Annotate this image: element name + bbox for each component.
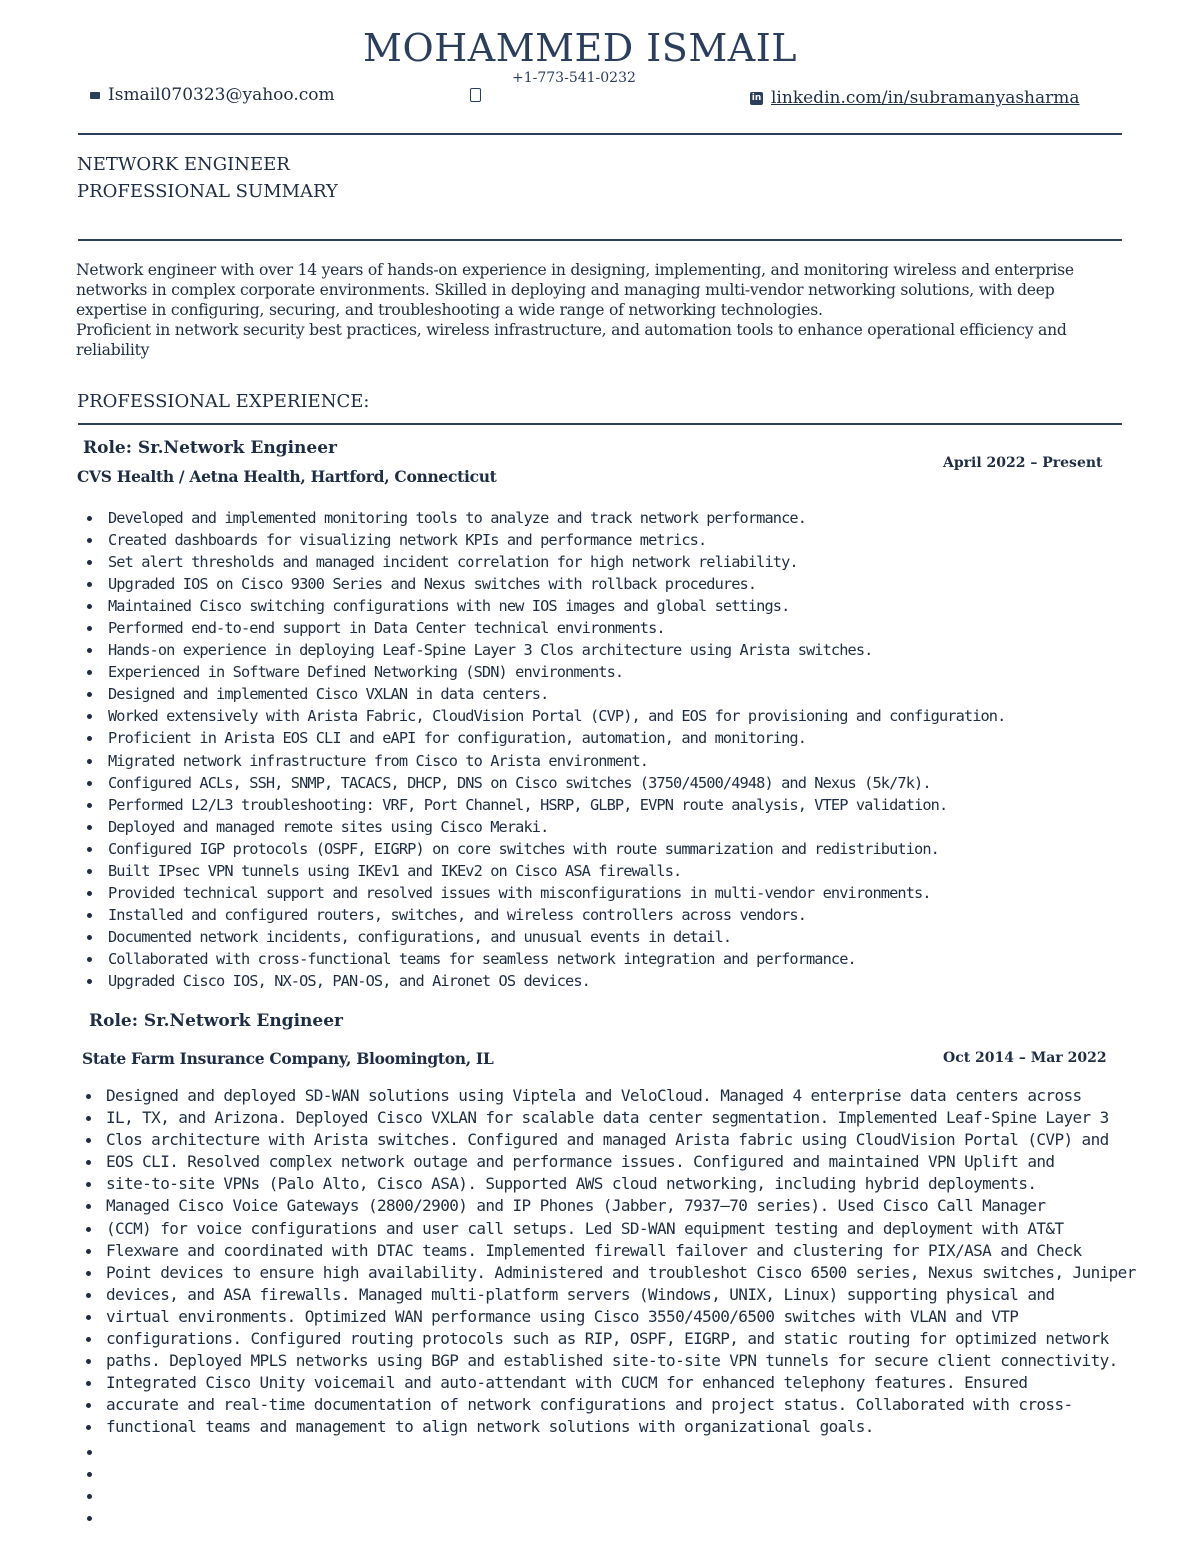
summary-divider — [78, 239, 1122, 241]
job-title: NETWORK ENGINEER — [77, 154, 290, 175]
job-2-description — [106, 1085, 1136, 1439]
list-item: Worked extensively with Arista Fabric, CloudVision Portal (CVP), and EOS for provisioning and configuration. — [108, 705, 1005, 727]
list-item: Proficient in Arista EOS CLI and eAPI for configuration, automation, and monitoring. — [108, 727, 1005, 749]
list-item: Performed L2/L3 troubleshooting: VRF, Port Channel, HSRP, GLBP, EVPN route analysis, VTEP validation. — [108, 794, 1005, 816]
linkedin-icon: in — [751, 93, 762, 103]
list-item: Experienced in Software Defined Networking (SDN) environments. — [108, 661, 1005, 683]
linkedin-link[interactable]: linkedin.com/in/subramanyasharma — [771, 88, 1080, 108]
job-1-company: CVS Health / Aetna Health, Hartford, Connecticut — [77, 467, 497, 486]
list-item: Hands-on experience in deploying Leaf-Spine Layer 3 Clos architecture using Arista switches. — [108, 639, 1005, 661]
list-item: Maintained Cisco switching configurations with new IOS images and global settings. — [108, 595, 1005, 617]
job-1-bullet-list — [108, 507, 1005, 992]
description-line: Point devices to ensure high availability. Administered and troubleshot Cisco 6500 series, Nexus switches, Juniper — [106, 1262, 1110, 1284]
list-item: Built IPsec VPN tunnels using IKEv1 and IKEv2 on Cisco ASA firewalls. — [108, 860, 1005, 882]
candidate-name: MOHAMMED ISMAIL — [363, 26, 797, 70]
list-item: Upgraded IOS on Cisco 9300 Series and Nexus switches with rollback procedures. — [108, 573, 1005, 595]
job-2-dates: Oct 2014 – Mar 2022 — [943, 1050, 1107, 1066]
description-line: Designed and deployed SD-WAN solutions using Viptela and VeloCloud. Managed 4 enterprise data centers across — [106, 1085, 1110, 1107]
description-line: accurate and real-time documentation of network configurations and project status. Collaborated with cross- — [106, 1394, 1110, 1416]
phone-icon — [470, 88, 481, 102]
list-item: Installed and configured routers, switches, and wireless controllers across vendors. — [108, 904, 1005, 926]
description-line: Integrated Cisco Unity voicemail and auto-attendant with CUCM for enhanced telephony features. Ensured — [106, 1372, 1110, 1394]
description-line: IL, TX, and Arizona. Deployed Cisco VXLAN for scalable data center segmentation. Implemented Leaf-Spine Layer 3 — [106, 1107, 1110, 1129]
email-text: Ismail070323@yahoo.com — [108, 85, 335, 105]
description-line: Managed Cisco Voice Gateways (2800/2900) and IP Phones (Jabber, 7937–70 series). Used Cisco Call Manager — [106, 1195, 1110, 1217]
description-line: configurations. Configured routing protocols such as RIP, OSPF, EIGRP, and static routing for optimized network — [106, 1328, 1110, 1350]
list-item: Performed end-to-end support in Data Center technical environments. — [108, 617, 1005, 639]
job-1-dates: April 2022 – Present — [943, 455, 1103, 471]
experience-heading: PROFESSIONAL EXPERIENCE: — [77, 391, 370, 412]
list-item: Developed and implemented monitoring tools to analyze and track network performance. — [108, 507, 1005, 529]
description-line: virtual environments. Optimized WAN performance using Cisco 3550/4500/6500 switches with VLAN and VTP — [106, 1306, 1110, 1328]
phone-contact — [470, 84, 489, 104]
description-line: Clos architecture with Arista switches. Configured and managed Arista fabric using CloudVision Portal (CVP) and — [106, 1129, 1110, 1151]
list-item: Designed and implemented Cisco VXLAN in data centers. — [108, 683, 1005, 705]
description-line: site-to-site VPNs (Palo Alto, Cisco ASA). Supported AWS cloud networking, including hybrid deployments. — [106, 1173, 1110, 1195]
list-item: Provided technical support and resolved issues with misconfigurations in multi-vendor environments. — [108, 882, 1005, 904]
description-line: Flexware and coordinated with DTAC teams. Implemented firewall failover and clustering for PIX/ASA and Check — [106, 1240, 1110, 1262]
summary-paragraph-2: Proficient in network security best practices, wireless infrastructure, and automation tools to enhance operational efficiency and reliability — [76, 321, 1067, 359]
email-contact[interactable] — [90, 85, 335, 105]
list-item: Migrated network infrastructure from Cisco to Arista environment. — [108, 750, 1005, 772]
summary-heading: PROFESSIONAL SUMMARY — [77, 181, 338, 202]
summary-text — [76, 260, 1126, 360]
experience-divider — [78, 423, 1122, 425]
description-line: paths. Deployed MPLS networks using BGP and established site-to-site VPN tunnels for secure client connectivity. — [106, 1350, 1110, 1372]
job-2-company: State Farm Insurance Company, Bloomington, IL — [82, 1049, 494, 1068]
description-line: functional teams and management to align network solutions with organizational goals. — [106, 1416, 1110, 1438]
phone-number: +1-773-541-0232 — [512, 70, 636, 86]
job-2-role: Role: Sr.Network Engineer — [89, 1011, 343, 1031]
linkedin-contact[interactable] — [750, 88, 1080, 108]
description-line: devices, and ASA firewalls. Managed multi-platform servers (Windows, UNIX, Linux) supporting physical and — [106, 1284, 1110, 1306]
description-line: (CCM) for voice configurations and user call setups. Led SD-WAN equipment testing and deployment with AT&T — [106, 1218, 1110, 1240]
description-line: EOS CLI. Resolved complex network outage and performance issues. Configured and maintained VPN Uplift and — [106, 1151, 1110, 1173]
list-item: Configured ACLs, SSH, SNMP, TACACS, DHCP, DNS on Cisco switches (3750/4500/4948) and Nexus (5k/7k). — [108, 772, 1005, 794]
summary-paragraph-1: Network engineer with over 14 years of hands-on experience in designing, implementing, and monitoring wireless and enterprise networks in complex corporate environments. Skilled in deploying and managing multi-vendor networking solutions, with deep expertise in configuring, securing, and troubleshooting a wide range of networking technologies. — [76, 261, 1074, 319]
list-item: Collaborated with cross-functional teams for seamless network integration and performance. — [108, 948, 1005, 970]
list-item: Deployed and managed remote sites using Cisco Meraki. — [108, 816, 1005, 838]
list-item: Configured IGP protocols (OSPF, EIGRP) on core switches with route summarization and redistribution. — [108, 838, 1005, 860]
list-item: Upgraded Cisco IOS, NX-OS, PAN-OS, and Aironet OS devices. — [108, 970, 1005, 992]
job-1-role: Role: Sr.Network Engineer — [83, 438, 337, 458]
list-item: Documented network incidents, configurations, and unusual events in detail. — [108, 926, 1005, 948]
list-item: Set alert thresholds and managed incident correlation for high network reliability. — [108, 551, 1005, 573]
mail-icon — [90, 92, 100, 99]
list-item: Created dashboards for visualizing network KPIs and performance metrics. — [108, 529, 1005, 551]
header-divider — [78, 133, 1122, 135]
